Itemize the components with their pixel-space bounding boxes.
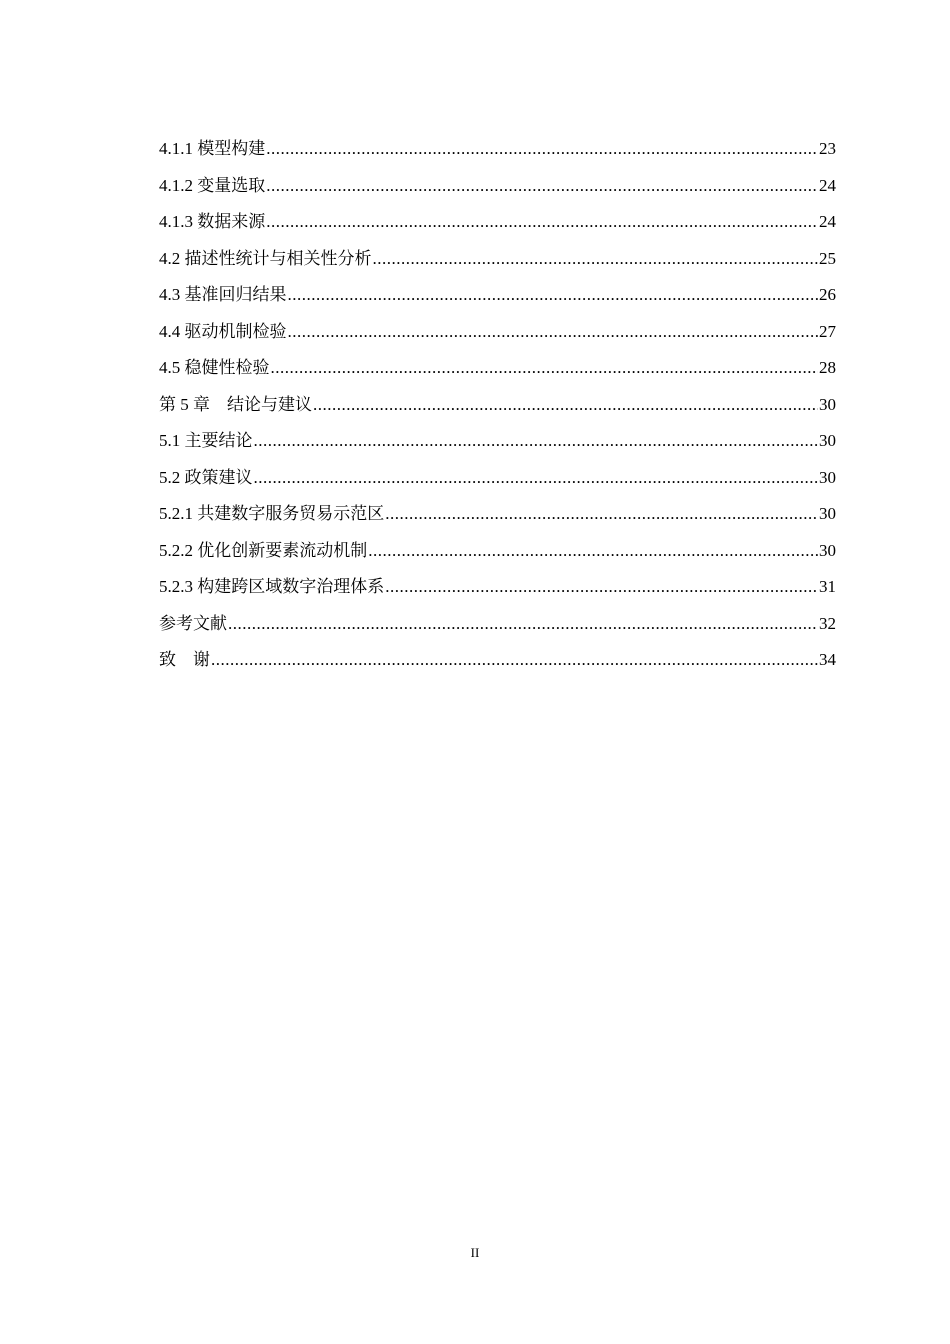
- toc-dot-leader: [385, 569, 818, 606]
- toc-entry[interactable]: [159, 204, 836, 241]
- toc-entry-title: 参考文献: [159, 613, 227, 633]
- toc-dot-leader: [254, 460, 819, 497]
- toc-entry-page: 26: [819, 285, 836, 304]
- toc-entry-page: 34: [819, 650, 836, 669]
- toc-dot-leader: [373, 241, 819, 278]
- toc-entry-title: 4.4 驱动机制检验: [159, 321, 287, 341]
- toc-entry-page: 24: [819, 212, 836, 231]
- toc-dot-leader: [266, 168, 818, 205]
- toc-entry-title: 4.5 稳健性检验: [159, 358, 270, 377]
- toc-entry-title: 5.2.2 优化创新要素流动机制: [159, 540, 368, 560]
- toc-dot-leader: [211, 642, 818, 679]
- toc-entry[interactable]: [159, 460, 836, 497]
- toc-entry-title: 4.1.1 模型构建: [159, 139, 266, 158]
- toc-entry[interactable]: [159, 168, 836, 205]
- toc-dot-leader: [266, 204, 818, 241]
- toc-entry-title: 4.2 描述性统计与相关性分析: [159, 248, 372, 268]
- toc-entry-page: 23: [819, 139, 836, 158]
- toc-entry[interactable]: [159, 277, 836, 314]
- toc-entry-page: 24: [819, 175, 836, 195]
- page-number: II: [470, 1245, 480, 1260]
- toc-entry-page: 31: [819, 577, 836, 596]
- toc-entry-title: 5.2.3 构建跨区域数字治理体系: [159, 577, 385, 596]
- toc-entry-title: 致 谢: [159, 650, 210, 669]
- toc-entry-title: 5.1 主要结论: [159, 431, 253, 450]
- toc-dot-leader: [385, 496, 818, 533]
- toc-entry[interactable]: [159, 606, 836, 643]
- toc-dot-leader: [228, 606, 818, 643]
- toc-entry[interactable]: [159, 350, 836, 387]
- toc-entry-page: 27: [819, 321, 836, 341]
- toc-entry-page: 30: [819, 394, 836, 414]
- toc-entry-title: 第 5 章 结论与建议: [159, 394, 312, 414]
- toc-entry[interactable]: [159, 642, 836, 679]
- toc-entry-page: 28: [819, 358, 836, 377]
- toc-entry[interactable]: [159, 533, 836, 570]
- toc-entry-page: 30: [819, 540, 836, 560]
- toc-entry[interactable]: [159, 131, 836, 168]
- toc-entry-title: 4.1.3 数据来源: [159, 212, 266, 231]
- toc-dot-leader: [266, 131, 818, 168]
- toc-entry-title: 4.1.2 变量选取: [159, 175, 266, 195]
- toc-entry-page: 32: [819, 613, 836, 633]
- toc-entry-title: 5.2 政策建议: [159, 467, 253, 487]
- toc-dot-leader: [271, 350, 819, 387]
- toc-entry[interactable]: [159, 569, 836, 606]
- toc-entry-page: 30: [819, 504, 836, 523]
- toc-dot-leader: [368, 533, 818, 570]
- toc-entry-title: 4.3 基准回归结果: [159, 285, 287, 304]
- toc-dot-leader: [288, 314, 819, 351]
- toc-entry[interactable]: [159, 241, 836, 278]
- toc-dot-leader: [254, 423, 819, 460]
- toc-dot-leader: [313, 387, 818, 424]
- toc-entry-page: 25: [819, 248, 836, 268]
- toc-dot-leader: [288, 277, 819, 314]
- toc-entry-title: 5.2.1 共建数字服务贸易示范区: [159, 504, 385, 523]
- toc-entry-page: 30: [819, 467, 836, 487]
- toc-entry-page: 30: [819, 431, 836, 450]
- toc-entry[interactable]: [159, 423, 836, 460]
- toc-entry[interactable]: [159, 314, 836, 351]
- toc-entry[interactable]: [159, 387, 836, 424]
- toc-entry[interactable]: [159, 496, 836, 533]
- table-of-contents: [159, 131, 836, 679]
